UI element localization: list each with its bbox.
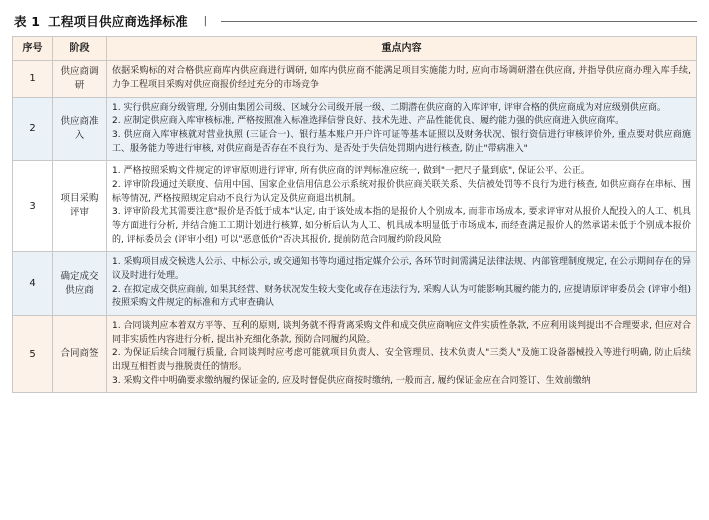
column-header-content: 重点内容 (107, 37, 697, 61)
content-paragraph: 1. 采购项目成交候选人公示、中标公示, 或交通知书等均通过指定媒介公示, 各环节时间需满足法律法规、内部管理制度规定, 在公示期间存在的异议及时进行处理。 (112, 257, 691, 281)
table-row (13, 61, 697, 98)
row-no: 2 (13, 97, 53, 161)
table-caption-label: 表 1 (14, 14, 41, 29)
table-header-row (13, 37, 697, 61)
content-paragraph: 2. 为保证后续合同履行质量, 合同谈判时应考虑可能就项目负责人、安全管理员、技术负责人"三类人"及施工设备器械投入等进行明确, 防止后续出现互相哲责与推脱责任的情形。 (112, 348, 691, 372)
row-no: 3 (13, 161, 53, 252)
caption-mark: 丨 (199, 15, 211, 28)
column-header-no: 序号 (13, 37, 53, 61)
row-no: 1 (13, 61, 53, 98)
row-stage: 项目采购评审 (53, 161, 107, 252)
content-paragraph: 3. 供应商入库审核就对营业执照 (三证合一)、银行基本账户开户许可证等基本证照以及财务状况、银行资信进行审核评价外, 重点要对供应商施工、服务能力等进行审核, 对供应商是否存在不良行为、是否处于失信处罚期内进行核查, 防止"带病准入" (112, 129, 691, 154)
content-paragraph: 1. 合同谈判应本着双方平等、互利的原则, 谈判务就不得背离采购文件和成交供应商响应文件实质性条款, 不应利用谈判提出不合理要求, 但应对合同非实质性内容进行分析, 提出补充细化条款, 预防合同履约风险。 (112, 320, 691, 345)
table-header (13, 37, 697, 61)
row-content (107, 252, 697, 316)
table-body (13, 61, 697, 393)
table-row (13, 315, 697, 392)
caption-divider (221, 21, 697, 22)
row-stage: 供应商调研 (53, 61, 107, 98)
row-content (107, 97, 697, 161)
row-content (107, 61, 697, 98)
table-row (13, 161, 697, 252)
content-paragraph: 1. 实行供应商分级管理, 分别由集团公司级、区域分公司级开展一级、二期潜在供应商的入库评审, 评审合格的供应商成为对应级别供应商。 (112, 102, 666, 113)
row-no: 5 (13, 315, 53, 392)
content-paragraph: 2. 评审阶段通过关联度、信用中国、国家企业信用信息公示系统对报价供应商关联关系、失信被处罚等不良行为进行核查, 如供应商存在串标、围标等情况, 严格按照规定启动不良行为认定及供应商退出机制。 (112, 179, 691, 204)
content-paragraph: 3. 评审阶段尤其需要注意"报价是否低于成本"认定, 由于该处成本指的是报价人个别成本, 而非市场成本, 要求评审对从报价人配投入的人工、机具等方面进行分析, 并结合施工工期计划进行核算, 如分析后认为人工、机具成本明显低于市场成本, 而经查满足报价人的然承诺未低于个别成本报价的, 评标委员会 (评审小组) 可以"恶意低价"否决其报价, 提前防范合同履约阶段风险 (112, 207, 691, 245)
row-stage: 供应商准入 (53, 97, 107, 161)
content-paragraph: 2. 应制定供应商入库审核标准, 严格按照准入标准选择信誉良好、技术先进、产品性能优良、履约能力强的供应商进入供应商库。 (112, 116, 625, 127)
supplier-selection-table (12, 36, 697, 393)
row-content (107, 315, 697, 392)
row-no: 4 (13, 252, 53, 316)
table-row (13, 97, 697, 161)
content-paragraph: 1. 严格按照采购文件规定的评审原则进行评审, 所有供应商的评判标准应统一, 做到"一把尺子量到底", 保证公平、公正。 (112, 166, 590, 177)
table-caption (12, 10, 697, 36)
column-header-stage: 阶段 (53, 37, 107, 61)
content-paragraph: 依据采购标的对合格供应商库内供应商进行调研, 如库内供应商不能满足项目实施能力时, 应向市场调研潜在供应商, 并指导供应商办理入库手续, 力争工程项目采购对供应商报价经过充分的市场竞争 (112, 66, 691, 90)
row-content (107, 161, 697, 252)
table-row (13, 252, 697, 316)
content-paragraph: 3. 采购文件中明确要求缴纳履约保证金的, 应及时督促供应商按时缴纳, 一般而言, 履约保证金应在合同签订、生效前缴纳 (112, 375, 591, 386)
row-stage: 合同商签 (53, 315, 107, 392)
table-caption-title: 工程项目供应商选择标准 (48, 14, 188, 29)
row-stage: 确定成交供应商 (53, 252, 107, 316)
content-paragraph: 2. 在拟定成交供应商前, 如果其经营、财务状况发生较大变化或存在违法行为, 采购人认为可能影响其履约能力的, 应提请原评审委员会 (评审小组) 按照采购文件规定的标准和方式审查确认 (112, 284, 691, 309)
